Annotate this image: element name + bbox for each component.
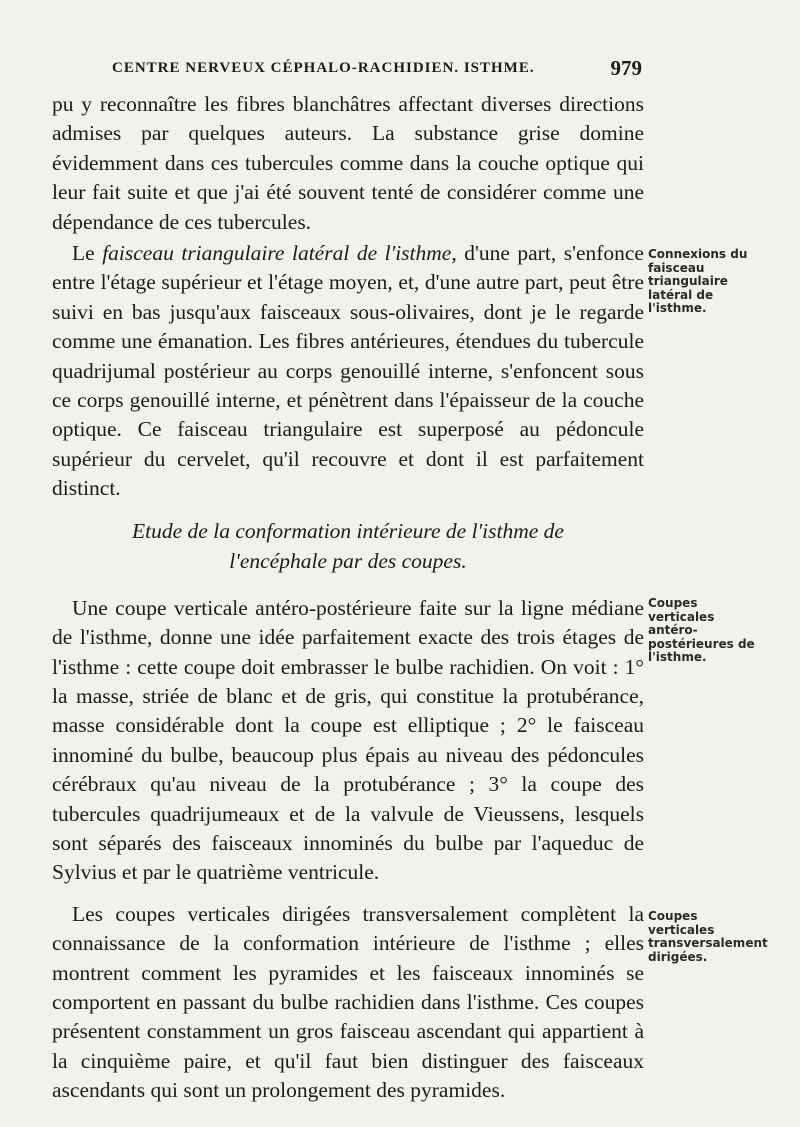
- paragraph-3: Une coupe verticale antéro-postérieure faite sur la ligne médiane de l'isthme, donne une idée parfaitement exacte des trois étages de l'isthme : cette coupe doit embrasser le bulbe rachidien. On voit : 1° la masse, striée de blanc et de gris, qui constitue la protubérance, masse considérable dont la coupe est elliptique ; 2° le faisceau innominé du bulbe, beaucoup plus épais au niveau des pédoncules cérébraux qu'au niveau de la protubérance ; 3° la coupe des tubercules quadrijumeaux et de la valvule de Vieussens, lesquels sont séparés des faisceaux innominés du bulbe par l'aqueduc de Sylvius et par le quatrième ventricule.: [52, 595, 644, 885]
- running-title: CENTRE NERVEUX CÉPHALO-RACHIDIEN. ISTHME.: [112, 60, 535, 76]
- paragraph-2-lead: Le: [72, 241, 103, 266]
- margin-note-coupes-transversales: Coupes verticales transversalement dirigées.: [648, 909, 768, 964]
- paragraph-2: [52, 239, 644, 504]
- paragraph-2-term: faisceau triangulaire latéral de l'isthme,: [102, 241, 457, 266]
- paragraph-2-rest: d'une part, s'enfonce entre l'étage supérieur et l'étage moyen, et, d'une autre part, peut être suivi en bas jusqu'aux faisceaux sous-olivaires, dont je le regarde comme une émanation. Les fibres antérieures, étendues du tubercule quadrijumal postérieur au corps genouillé interne, s'enfoncent sous ce corps genouillé interne, et pénètrent dans l'épaisseur de la couche optique. Ce faisceau triangulaire est superposé au pédoncule supérieur du cervelet, qu'il recouvre et dont il est parfaitement distinct.: [52, 241, 644, 501]
- margin-note-coupes-antero: Coupes verticales antéro-postérieures de l'isthme.: [648, 596, 755, 664]
- paragraph-4: Les coupes verticales dirigées transversalement complètent la connaissance de la conformation intérieure de l'isthme ; elles montrent comment les pyramides et les faisceaux innominés se comportent en passant du bulbe rachidien dans l'isthme. Ces coupes présentent constamment un gros faisceau ascendant qui appartient à la cinquième paire, et qu'il faut bien distinguer des faisceaux ascendants qui sont un prolongement des pyramides.: [52, 901, 644, 1103]
- margin-note-connexions: Connexions du faisceau triangulaire latéral de l'isthme.: [648, 247, 748, 315]
- running-header: [112, 56, 642, 80]
- page-number: 979: [610, 56, 642, 80]
- section-title-line-1: Etude de la conformation intérieure de l'isthme de: [132, 518, 564, 543]
- paragraph-1: pu y reconnaître les fibres blanchâtres affectant diverses directions admises par quelques auteurs. La substance grise domine évidemment dans ces tubercules comme dans la couche optique qui leur fait suite et que j'ai été souvent tenté de considérer comme une dépendance de ces tubercules.: [52, 92, 644, 234]
- section-title-line-2: l'encéphale par des coupes.: [229, 548, 467, 573]
- main-text: [52, 90, 644, 1106]
- section-title: [52, 516, 644, 576]
